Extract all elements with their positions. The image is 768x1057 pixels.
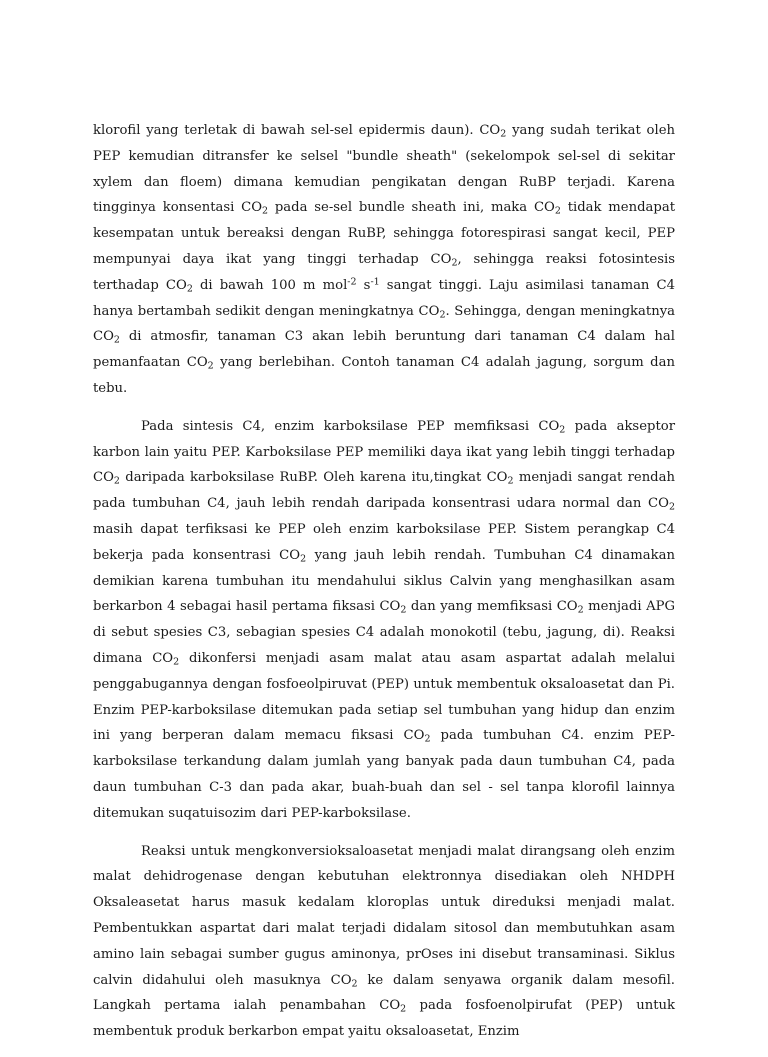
paragraph-2 [93,414,675,827]
subscript-text: 2 [351,977,358,989]
body-text: , sehingga reaksi fotosintesis terthadap CO [93,251,675,293]
document-body [93,118,675,1057]
body-text: dan yang memfiksasi CO [406,599,578,615]
body-text: klorofil yang terletak di bawah sel-sel epidermis daun). CO [93,123,501,138]
subscript-text: 2 [668,501,675,513]
subscript-text: 2 [500,128,507,140]
paragraph-3 [93,839,675,1045]
body-text: daripada karboksilase RuBP. Oleh karena itu,tingkat CO [119,470,508,486]
subscript-text: 2 [207,360,214,372]
body-text: dikonfersi menjadi asam malat atau asam aspartat adalah melalui penggabugannya dengan fosfoeolpiruvat (PEP) untuk membentuk oksaloasetat dan Pi. Enzim PEP-karboksilase ditemukan pada setiap sel tumbuhan yang hidup dan enzim ini yang berperan dalam memacu fiksasi CO [93,650,675,744]
body-text: tidak mendapat kesempatan untuk bereaksi dengan RuBP, sehingga fotorespirasi sangat kecil, PEP mempunyai daya ikat yang tinggi terhadap CO [93,200,675,267]
subscript-text: 2 [507,475,514,487]
subscript-text: 2 [554,205,561,217]
subscript-text: 2 [424,733,431,745]
body-text: pada se-sel bundle sheath ini, maka CO [268,200,555,216]
subscript-text: 2 [577,604,584,616]
subscript-text: 2 [451,257,458,269]
subscript-text: 2 [113,475,120,487]
body-text: yang berlebihan. Contoh tanaman C4 adalah jagung, sorgum dan tebu. [93,355,675,396]
subscript-text: 2 [262,205,269,217]
body-text: Reaksi untuk mengkonversioksaloasetat menjadi malat dirangsang oleh enzim malat dehidrogenase dengan kebutuhan elektronnya disediakan oleh NHDPH Oksaleasetat harus masuk kedalam kloroplas untuk direduksi menjadi malat. Pembentukkan aspartat dari malat terjadi didalam sitosol dan membutuhkan asam amino lain sebagai sumber gugus aminonya, prOses ini disebut transaminasi. Siklus calvin didahului oleh masuknya CO [93,843,675,988]
body-text: s [356,277,371,293]
body-text: menjadi APG di sebut spesies C3, sebagian spesies C4 adalah monokotil (tebu, jagung, di). Reaksi dimana CO [93,599,675,666]
body-text: di bawah 100 m mol [192,277,348,293]
subscript-text: 2 [186,283,193,295]
body-text: pada fosfoenolpirufat (PEP) untuk membentuk produk berkarbon empat yaitu oksaloasetat, Enzim [93,998,675,1040]
body-text: . Sehingga, dengan meningkatnya CO [93,303,676,345]
body-text: di atmosfir, tanaman C3 akan lebih beruntung dari tanaman C4 dalam hal pemanfaatan CO [93,329,675,371]
body-text: masih dapat terfiksasi ke PEP oleh enzim karboksilase PEP. Sistem perangkap C4 bekerja pada konsentrasi CO [93,521,675,563]
subscript-text: 2 [400,1003,407,1015]
subscript-text: 2 [559,424,566,436]
body-text: sangat tinggi. Laju asimilasi tanaman C4 hanya bertambah sedikit dengan meningkatnya CO [93,277,676,319]
subscript-text: 2 [173,656,180,668]
body-text: yang jauh lebih rendah. Tumbuhan C4 dinamakan demikian karena tumbuhan itu mendahului siklus Calvin yang menghasilkan asam berkarbon 4 sebagai hasil pertama fiksasi CO [93,547,675,615]
body-text: menjadi sangat rendah pada tumbuhan C4, jauh lebih rendah daripada konsentrasi udara normal dan CO [93,470,675,512]
paragraph-1 [93,118,675,402]
body-text: Pada sintesis C4, enzim karboksilase PEP memfiksasi CO [141,418,560,434]
subscript-text: 2 [400,604,407,616]
superscript-text: -2 [347,276,357,288]
superscript-text: -1 [370,276,380,288]
subscript-text: 2 [300,553,307,565]
subscript-text: 2 [113,334,120,346]
subscript-text: 2 [439,308,446,320]
body-text: pada tumbuhan C4. enzim PEP-karboksilase terkandung dalam jumlah yang banyak pada daun tumbuhan C4, pada daun tumbuhan C-3 dan pada akar, buah-buah dan sel - sel tanpa klorofil lainnya ditemukan suqatuisozim dari PEP-karboksilase. [93,728,675,821]
body-text: ke dalam senyawa organik dalam mesofil. Langkah pertama ialah penambahan CO [93,972,675,1014]
body-text: yang sudah terikat oleh PEP kemudian ditransfer ke selsel "bundle sheath" (sekelompok sel-sel di sekitar xylem dan floem) dimana kemudian pengikatan dengan RuBP terjadi. Karena tingginya konsentasi CO [93,123,675,216]
body-text: pada akseptor karbon lain yaitu PEP. Karboksilase PEP memiliki daya ikat yang lebih tinggi terhadap CO [93,418,675,486]
